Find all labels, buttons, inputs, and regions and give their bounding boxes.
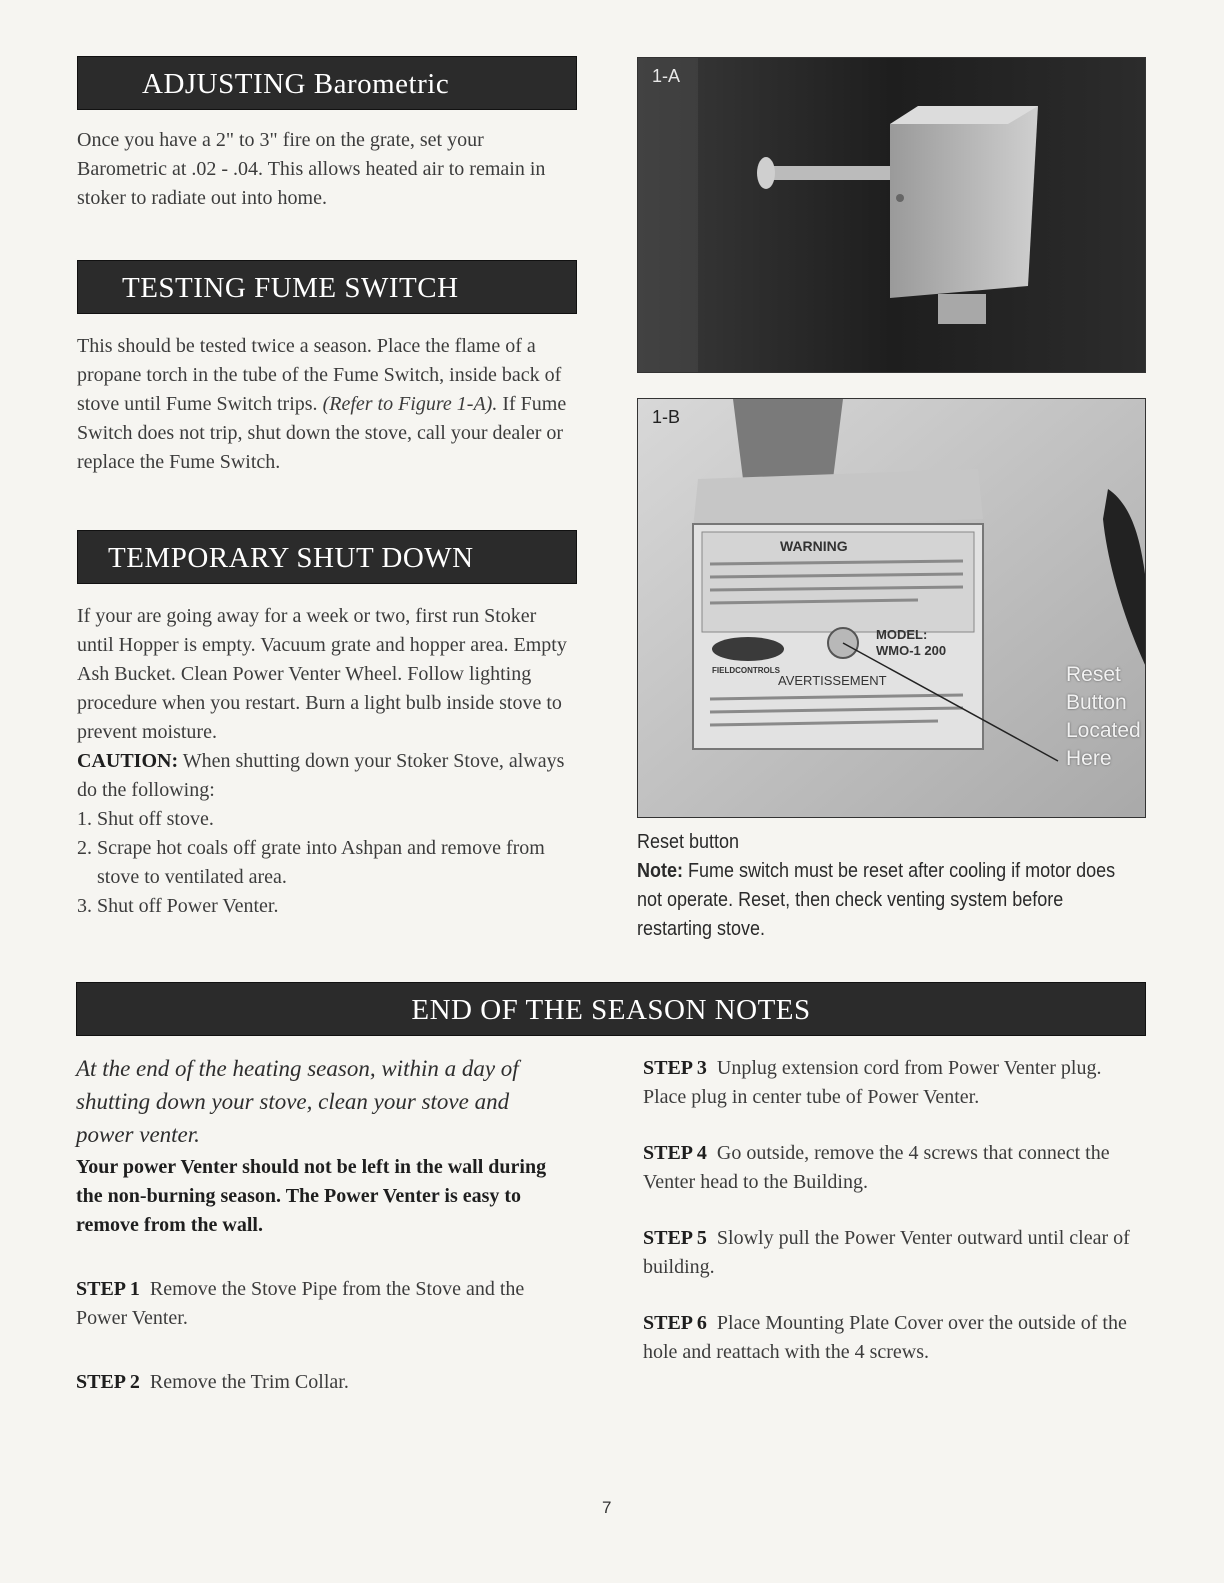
step-3: STEP 3 Unplug extension cord from Power Venter plug. Place plug in center tube of Power Venter. <box>643 1057 1102 1108</box>
adjusting-text: Once you have a 2" to 3" fire on the grate, set your Barometric at .02 - .04. This allows heated air to remain in stoker to radiate out into home. <box>77 129 546 209</box>
list-item: 3. Shut off Power Venter. <box>77 895 279 917</box>
list-item: 2. Scrape hot coals off grate into Ashpan and remove from stove to ventilated area. <box>77 837 545 888</box>
brand-text: FIELDCONTROLS <box>712 666 780 675</box>
figure-1b-label: 1-B <box>652 407 681 427</box>
step-5: STEP 5 Slowly pull the Power Venter outward until clear of building. <box>643 1227 1130 1278</box>
end-season-bold-note: Your power Venter should not be left in the wall during the non-burning season. The Power Venter is easy to remove from the wall. <box>76 1156 547 1236</box>
fume-switch-illustration <box>638 58 1146 373</box>
model-label-text: MODEL: <box>876 627 928 642</box>
figure-1b-photo <box>637 398 1146 818</box>
step-6: STEP 6 Place Mounting Plate Cover over the outside of the hole and reattach with the 4 screws. <box>643 1312 1127 1363</box>
end-season-intro: At the end of the heating season, within a day of shutting down your stove, clean your stove and power venter. <box>76 1056 519 1147</box>
end-season-left <box>76 1052 576 1397</box>
temporary-text: If your are going away for a week or two, first run Stoker until Hopper is empty. Vacuum grate and hopper area. Empty Ash Bucket. Clean Power Venter Wheel. Follow lighting procedure when you restart. Burn a light bulb inside stove to prevent moisture. <box>77 605 567 743</box>
caution-label: CAUTION: <box>77 750 179 772</box>
list-item: 1. Shut off stove. <box>77 808 214 830</box>
step-1: STEP 1 Remove the Stove Pipe from the Stove and the Power Venter. <box>76 1278 525 1329</box>
page-number: 7 <box>602 1498 612 1517</box>
warning-label-text: WARNING <box>780 538 848 554</box>
testing-paragraph <box>77 332 567 477</box>
caution-text: CAUTION: When shutting down your Stoker Stove, always do the following: <box>77 750 565 801</box>
reset-button-callout: Reset Button Located Here <box>1066 663 1141 770</box>
temporary-paragraph <box>77 602 577 921</box>
adjusting-paragraph <box>77 126 577 213</box>
section-title: ADJUSTING Barometric <box>142 68 450 100</box>
banner-adjusting-barometric <box>77 56 577 110</box>
step-2: STEP 2 Remove the Trim Collar. <box>76 1371 349 1393</box>
end-season-right <box>643 1054 1138 1367</box>
avertissement-text: AVERTISSEMENT <box>778 673 887 688</box>
figure-1a-photo <box>637 57 1146 373</box>
step-4: STEP 4 Go outside, remove the 4 screws that connect the Venter head to the Building. <box>643 1142 1110 1193</box>
section-title: TESTING FUME SWITCH <box>122 272 459 304</box>
figure-1a-label: 1-A <box>652 66 681 86</box>
testing-text: This should be tested twice a season. Place the flame of a propane torch in the tube of the Fume Switch, inside back of stove until Fume Switch trips. (Refer to Figure 1-A). If Fume Switch does not trip, shut down the stove, call your dealer or replace the Fume Switch. <box>77 335 567 473</box>
figure-caption <box>637 828 1132 944</box>
model-number-text: WMO-1 200 <box>876 643 947 658</box>
banner-temporary-shut-down <box>77 530 577 584</box>
caption-title: Reset button <box>637 831 740 853</box>
section-title: END OF THE SEASON NOTES <box>411 994 811 1026</box>
banner-testing-fume-switch <box>77 260 577 314</box>
note-label: Note: <box>637 860 683 882</box>
caption-note: Note: Fume switch must be reset after cooling if motor does not operate. Reset, then check venting system before restarting stove. <box>637 860 1116 940</box>
figure-reference: (Refer to Figure 1-A). <box>322 393 498 415</box>
banner-end-of-season <box>76 982 1146 1036</box>
section-title: TEMPORARY SHUT DOWN <box>108 542 474 574</box>
